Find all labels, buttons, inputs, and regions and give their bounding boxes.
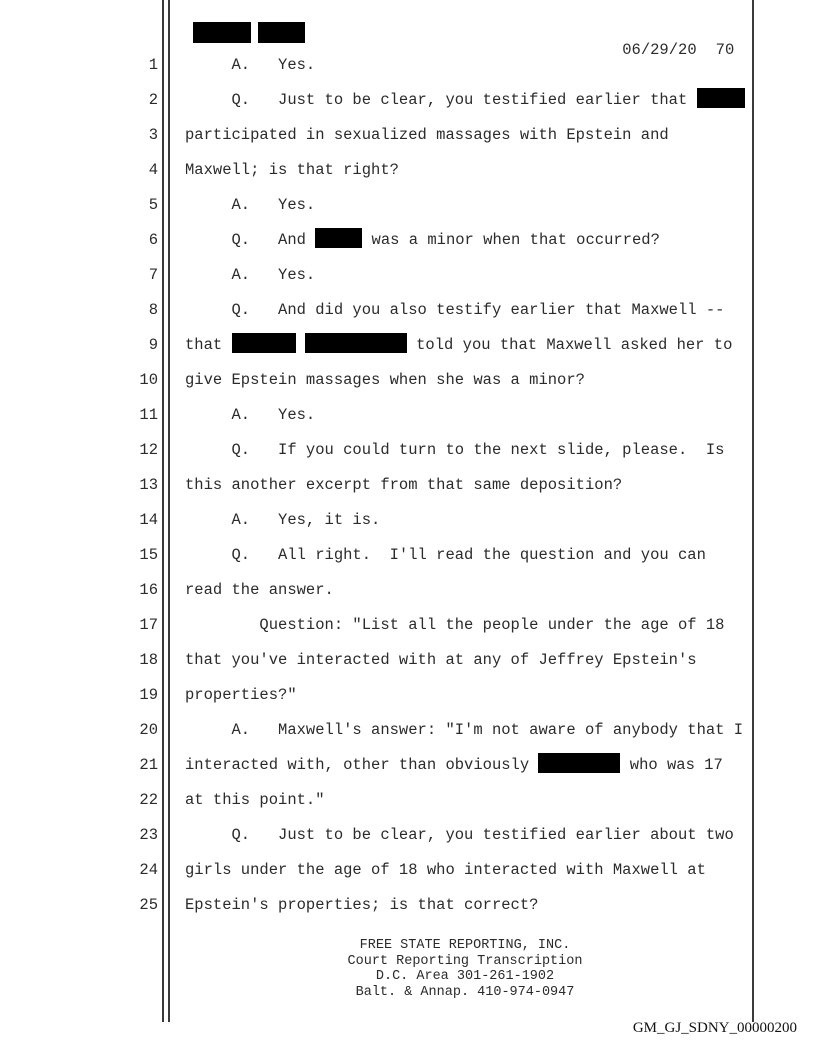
line-number: 24 (139, 861, 158, 879)
transcript-line (0, 48, 816, 83)
transcript-line (0, 153, 816, 188)
redaction-bar (193, 22, 251, 43)
transcript-line (0, 713, 816, 748)
line-text: properties?" (185, 686, 297, 704)
line-text: participated in sexualized massages with Epstein and (185, 126, 669, 144)
transcript-line (0, 573, 816, 608)
redaction-bar (315, 228, 362, 248)
transcript-line (0, 783, 816, 818)
redaction-bar (697, 88, 745, 108)
line-text: Q. And was a minor when that occurred? (185, 223, 660, 258)
line-number: 15 (139, 546, 158, 564)
line-number: 11 (139, 406, 158, 424)
line-text: Q. And did you also testify earlier that Maxwell -- (185, 301, 725, 319)
line-number: 2 (148, 91, 158, 109)
transcript-line (0, 398, 816, 433)
header-date: 06/29/20 (622, 41, 697, 59)
line-text: this another excerpt from that same deposition? (185, 476, 623, 494)
redaction-bar (258, 22, 305, 43)
line-text: A. Maxwell's answer: "I'm not aware of anybody that I (185, 721, 744, 739)
line-text: give Epstein massages when she was a minor? (185, 371, 585, 389)
line-text: that you've interacted with at any of Jeffrey Epstein's (185, 651, 697, 669)
transcript-line (0, 818, 816, 853)
redaction-bar (232, 333, 296, 353)
transcript-line (0, 853, 816, 888)
line-number: 16 (139, 581, 158, 599)
footer-line: Court Reporting Transcription (347, 953, 583, 969)
line-text: A. Yes. (185, 56, 316, 74)
line-number: 23 (139, 826, 158, 844)
transcript-line (0, 608, 816, 643)
redaction-bar (538, 753, 620, 773)
line-text: that told you that Maxwell asked her to (185, 328, 732, 363)
transcript-line (0, 538, 816, 573)
line-text: interacted with, other than obviously who was 17 (185, 748, 723, 783)
line-text: A. Yes. (185, 196, 316, 214)
footer-line: D.C. Area 301-261-1902 (375, 969, 555, 984)
line-text: Q. All right. I'll read the question and you can (185, 546, 706, 564)
line-text: Q. Just to be clear, you testified earlier that (185, 83, 745, 118)
transcript-line (0, 258, 816, 293)
line-text: Q. Just to be clear, you testified earlier about two (185, 826, 734, 844)
transcript-line (0, 503, 816, 538)
transcript-line (0, 888, 816, 923)
line-number: 6 (148, 231, 158, 249)
line-number: 17 (139, 616, 158, 634)
bates-number: GM_GJ_SDNY_00000200 (632, 1020, 797, 1036)
line-text: at this point." (185, 791, 325, 809)
line-text: Epstein's properties; is that correct? (185, 896, 539, 914)
reporter-footer (185, 938, 745, 1000)
line-number: 22 (139, 791, 158, 809)
line-text: A. Yes, it is. (185, 511, 381, 529)
line-text: A. Yes. (185, 266, 316, 284)
line-number: 1 (148, 56, 158, 74)
transcript-line (0, 328, 816, 363)
transcript-line (0, 433, 816, 468)
transcript-line (0, 643, 816, 678)
transcript-line (0, 748, 816, 783)
line-text: Maxwell; is that right? (185, 161, 399, 179)
transcript-line (0, 118, 816, 153)
header-page-number: 70 (715, 41, 735, 59)
line-text: read the answer. (185, 581, 334, 599)
line-text: girls under the age of 18 who interacted with Maxwell at (185, 861, 706, 879)
footer-line: FREE STATE REPORTING, INC. (359, 938, 571, 953)
transcript-line (0, 83, 816, 118)
transcript-line (0, 188, 816, 223)
line-number: 21 (139, 756, 158, 774)
line-number: 9 (148, 336, 158, 354)
line-text: Q. If you could turn to the next slide, please. Is (185, 441, 725, 459)
line-text: Question: "List all the people under the age of 18 (185, 616, 725, 634)
line-text: A. Yes. (185, 406, 316, 424)
line-number: 18 (139, 651, 158, 669)
line-number: 10 (139, 371, 158, 389)
line-number: 19 (139, 686, 158, 704)
header-redactions (193, 22, 305, 43)
transcript-line (0, 678, 816, 713)
transcript-line (0, 363, 816, 398)
transcript-line (0, 223, 816, 258)
line-number: 14 (139, 511, 158, 529)
transcript-line (0, 468, 816, 503)
line-number: 3 (148, 126, 158, 144)
transcript-line (0, 293, 816, 328)
line-number: 5 (148, 196, 158, 214)
line-number: 13 (139, 476, 158, 494)
line-number: 8 (148, 301, 158, 319)
line-number: 7 (148, 266, 158, 284)
line-number: 25 (139, 896, 158, 914)
line-number: 12 (139, 441, 158, 459)
redaction-bar (305, 333, 407, 353)
footer-line: Balt. & Annap. 410-974-0947 (355, 984, 575, 1000)
line-number: 20 (139, 721, 158, 739)
line-number: 4 (148, 161, 158, 179)
